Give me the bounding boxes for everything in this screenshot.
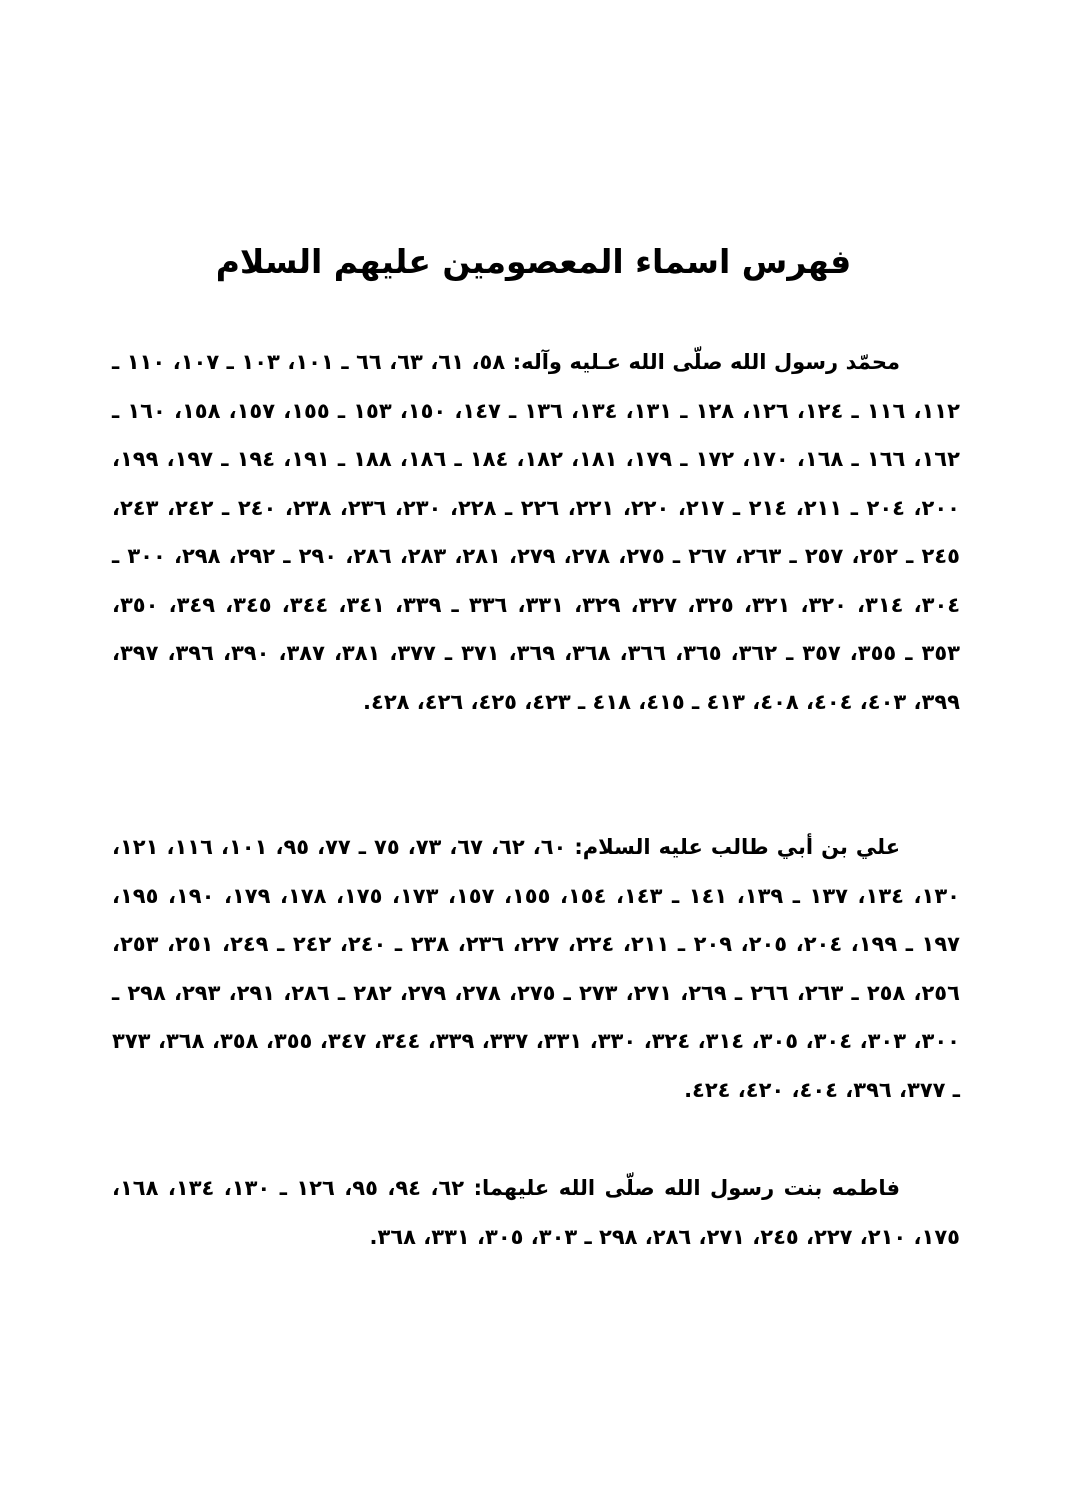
entry-name: فاطمه بنت رسول الله صلّى الله عليهما: bbox=[473, 1176, 900, 1200]
index-entry-ali bbox=[112, 823, 960, 1114]
index-entry-fatima bbox=[112, 1164, 960, 1261]
page-title: فهرس اسماء المعصومين عليهم السلام bbox=[215, 242, 852, 281]
index-entry-muhammad bbox=[112, 338, 960, 726]
entry-pages: ٦٠، ٦٢، ٦٧، ٧٣، ٧٥ ـ ٧٧، ٩٥، ١٠١، ١١٦، ١٢١، ١٣٠، ١٣٤، ١٣٧ ـ ١٣٩، ١٤١ ـ ١٤٣، ١٥٤، ١٥٥، ١٥٧، ١٧٣، ١٧٥، ١٧٨، ١٧٩، ١٩٠، ١٩٥، ١٩٧ ـ ١٩٩، ٢٠٤، ٢٠٥، ٢٠٩ ـ ٢١١، ٢٢٤، ٢٢٧، ٢٣٦، ٢٣٨ ـ ٢٤٠، ٢٤٢ ـ ٢٤٩، ٢٥١، ٢٥٣، ٢٥٦، ٢٥٨ ـ ٢٦٣، ٢٦٦ ـ ٢٦٩، ٢٧١، ٢٧٣ ـ ٢٧٥، ٢٧٨، ٢٧٩، ٢٨٢ ـ ٢٨٦، ٢٩١، ٢٩٣، ٢٩٨ ـ ٣٠٠، ٣٠٣، ٣٠٤، ٣٠٥، ٣١٤، ٣٢٤، ٣٣٠، ٣٣١، ٣٣٧، ٣٣٩، ٣٤٤، ٣٤٧، ٣٥٥، ٣٥٨، ٣٦٨، ٣٧٣ ـ ٣٧٧، ٣٩٦، ٤٠٤، ٤٢٠، ٤٢٤. bbox=[112, 835, 960, 1102]
entry-pages: ٦٢، ٩٤، ٩٥، ١٢٦ ـ ١٣٠، ١٣٤، ١٦٨، ١٧٥، ٢١٠، ٢٢٧، ٢٤٥، ٢٧١، ٢٨٦، ٢٩٨ ـ ٣٠٣، ٣٠٥، ٣٣١، ٣٦٨. bbox=[112, 1176, 960, 1249]
entry-name: علي بن أبي طالب عليه السلام: bbox=[574, 835, 901, 859]
entry-name: محمّد رسول الله صلّى الله عـليه وآله: bbox=[512, 350, 900, 374]
entry-pages: ٥٨، ٦١، ٦٣، ٦٦ ـ ١٠١، ١٠٣ ـ ١٠٧، ١١٠ ـ ١١٢، ١١٦ ـ ١٢٤، ١٢٦، ١٢٨ ـ ١٣١، ١٣٤، ١٣٦ ـ ١٤٧، ١٥٠، ١٥٣ ـ ١٥٥، ١٥٧، ١٥٨، ١٦٠ ـ ١٦٢، ١٦٦ ـ ١٦٨، ١٧٠، ١٧٢ ـ ١٧٩، ١٨١، ١٨٢، ١٨٤ ـ ١٨٦، ١٨٨ ـ ١٩١، ١٩٤ ـ ١٩٧، ١٩٩، ٢٠٠، ٢٠٤ ـ ٢١١، ٢١٤ ـ ٢١٧، ٢٢٠، ٢٢١، ٢٢٦ ـ ٢٢٨، ٢٣٠، ٢٣٦، ٢٣٨، ٢٤٠ ـ ٢٤٢، ٢٤٣، ٢٤٥ ـ ٢٥٢، ٢٥٧ ـ ٢٦٣، ٢٦٧ ـ ٢٧٥، ٢٧٨، ٢٧٩، ٢٨١، ٢٨٣، ٢٨٦، ٢٩٠ ـ ٢٩٢، ٢٩٨، ٣٠٠ ـ ٣٠٤، ٣١٤، ٣٢٠، ٣٢١، ٣٢٥، ٣٢٧، ٣٢٩، ٣٣١، ٣٣٦ ـ ٣٣٩، ٣٤١، ٣٤٤، ٣٤٥، ٣٤٩، ٣٥٠، ٣٥٣ ـ ٣٥٥، ٣٥٧ ـ ٣٦٢، ٣٦٥، ٣٦٦، ٣٦٨، ٣٦٩، ٣٧١ ـ ٣٧٧، ٣٨١، ٣٨٧، ٣٩٠، ٣٩٦، ٣٩٧، ٣٩٩، ٤٠٣، ٤٠٤، ٤٠٨، ٤١٣ ـ ٤١٥، ٤١٨ ـ ٤٢٣، ٤٢٥، ٤٢٦، ٤٢٨. bbox=[112, 350, 961, 714]
